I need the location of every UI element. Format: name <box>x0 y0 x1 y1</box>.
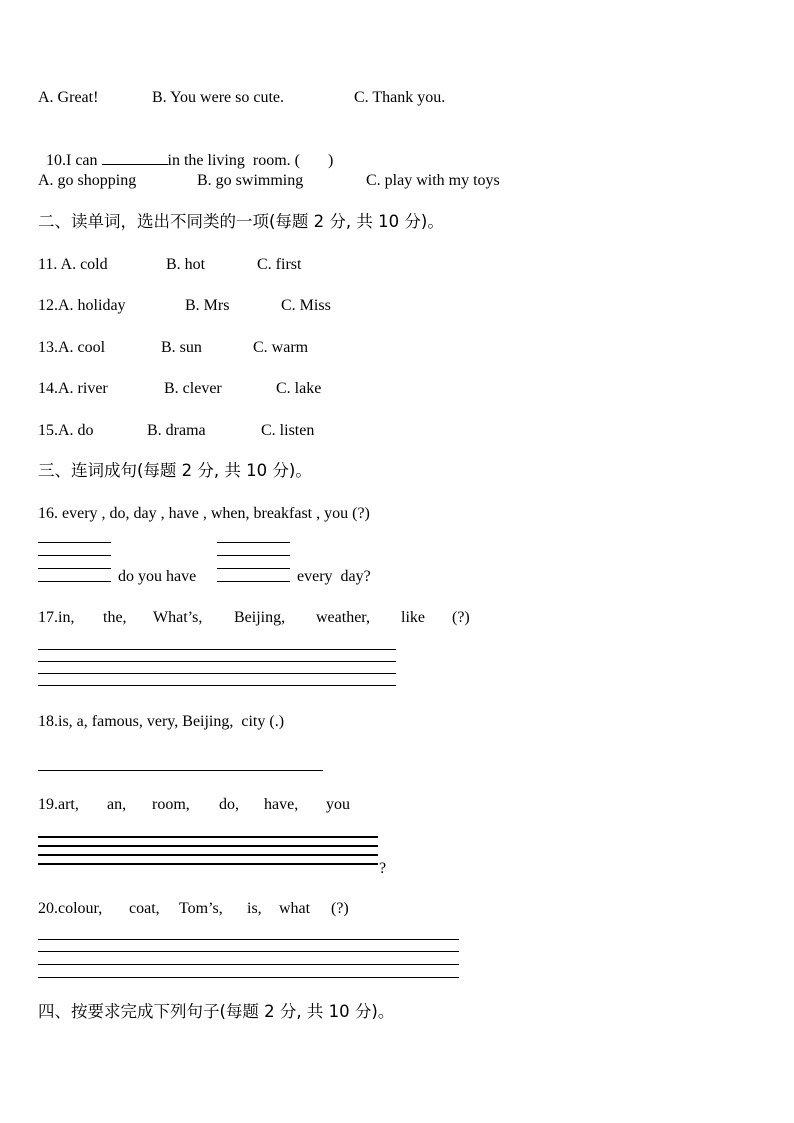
q10-close-paren: ) <box>327 152 334 169</box>
q10-text-pre: I can <box>66 152 102 169</box>
q17-word: 17.in, <box>38 609 75 626</box>
q20-word: (?) <box>331 900 349 917</box>
q13-option-c: C. warm <box>253 339 309 356</box>
q15-option-b: B. drama <box>147 422 206 439</box>
q20-word: 20.colour, <box>38 900 103 917</box>
q16-answer-line <box>38 581 111 582</box>
q11-option-c: C. first <box>257 256 302 273</box>
q17-answer-line <box>38 673 396 674</box>
section-3-title: 三、连词成句(每题 2 分, 共 10 分)。 <box>38 461 312 480</box>
q14-option-c: C. lake <box>276 380 322 397</box>
section-4-title: 四、按要求完成下列句子(每题 2 分, 共 10 分)。 <box>38 1002 395 1021</box>
q18-answer-line <box>38 770 323 771</box>
q10-blank <box>102 150 168 165</box>
q13-option-a: 13.A. cool <box>38 339 106 356</box>
q9-option-b: B. You were so cute. <box>152 89 284 106</box>
q15-option-c: C. listen <box>261 422 315 439</box>
q13-option-b: B. sun <box>161 339 202 356</box>
q19-word: 19.art, <box>38 796 79 813</box>
q16-end-text: every day? <box>297 568 371 585</box>
q11-option-b: B. hot <box>166 256 206 273</box>
q14-option-a: 14.A. river <box>38 380 108 397</box>
q10-option-c: C. play with my toys <box>366 172 500 189</box>
q17-word: like <box>401 609 425 626</box>
q12-option-c: C. Miss <box>281 297 331 314</box>
q16-answer-line <box>217 542 290 543</box>
q19-answer-line <box>38 854 378 856</box>
q10-number: 10. <box>46 152 66 169</box>
q19-word: you <box>326 796 350 813</box>
q17-answer-line <box>38 685 396 686</box>
q14-option-b: B. clever <box>164 380 222 397</box>
q18-words: 18.is, a, famous, very, Beijing, city (.) <box>38 713 285 730</box>
q19-answer-line <box>38 836 378 838</box>
q19-answer-line <box>38 845 378 847</box>
q10-option-b: B. go swimming <box>197 172 304 189</box>
q16-answer-line <box>217 568 290 569</box>
q16-answer-line <box>38 555 111 556</box>
q17-answer-line <box>38 649 396 650</box>
q16-answer-line <box>38 542 111 543</box>
q12-option-a: 12.A. holiday <box>38 297 126 314</box>
q10-question <box>38 130 333 171</box>
q16-answer-line <box>217 555 290 556</box>
q20-word: coat, <box>129 900 160 917</box>
q20-word: what <box>279 900 311 917</box>
section-2-title: 二、读单词，选出不同类的一项(每题 2 分, 共 10 分)。 <box>38 212 444 231</box>
q20-word: is, <box>247 900 262 917</box>
q17-answer-line <box>38 661 396 662</box>
q17-word: Beijing, <box>234 609 286 626</box>
q19-word: an, <box>107 796 127 813</box>
q16-words: 16. every , do, day , have , when, breakfast , you (?) <box>38 505 370 522</box>
q16-answer-line <box>217 581 290 582</box>
q19-answer-line <box>38 863 378 865</box>
q16-answer-line <box>38 568 111 569</box>
q19-word: room, <box>152 796 190 813</box>
q10-text-post: in the living room. ( <box>167 152 300 169</box>
q16-mid-text: do you have <box>118 568 197 585</box>
q17-word: the, <box>103 609 127 626</box>
q17-word: (?) <box>452 609 470 626</box>
q20-answer-line <box>38 939 459 940</box>
q19-end-mark: ? <box>379 860 387 877</box>
q15-option-a: 15.A. do <box>38 422 94 439</box>
q20-answer-line <box>38 951 459 952</box>
q9-option-c: C. Thank you. <box>354 89 446 106</box>
q17-word: What’s, <box>153 609 203 626</box>
q9-option-a: A. Great! <box>38 89 99 106</box>
q20-answer-line <box>38 977 459 978</box>
q11-option-a: 11. A. cold <box>38 256 108 273</box>
q12-option-b: B. Mrs <box>185 297 230 314</box>
q20-answer-line <box>38 964 459 965</box>
q19-word: have, <box>264 796 299 813</box>
q19-word: do, <box>219 796 239 813</box>
q10-option-a: A. go shopping <box>38 172 137 189</box>
q20-word: Tom’s, <box>179 900 223 917</box>
q17-word: weather, <box>316 609 370 626</box>
